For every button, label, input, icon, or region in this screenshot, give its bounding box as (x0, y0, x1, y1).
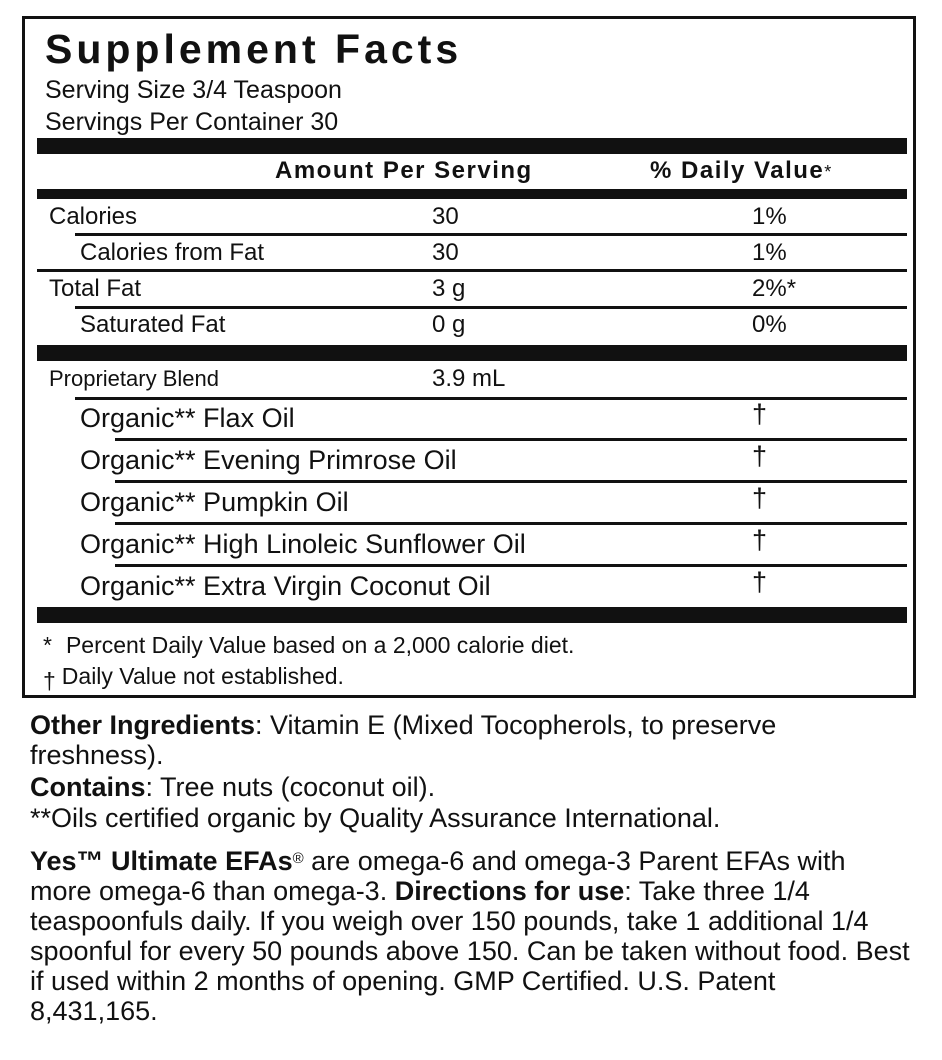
organic-note: **Oils certified organic by Quality Assurance International. (30, 803, 721, 833)
product-name: Yes™ Ultimate EFAs (30, 846, 293, 876)
nutrient-dv: 0% (752, 311, 787, 338)
serving-size: Serving Size 3/4 Teaspoon (45, 76, 342, 104)
contains-label: Contains (30, 772, 146, 802)
header-amount: Amount Per Serving (275, 157, 533, 184)
row-divider (115, 564, 907, 567)
row-divider (75, 397, 907, 400)
footnote-star-text: Percent Daily Value based on a 2,000 calorie diet. (65, 632, 575, 658)
ingredient-dv: † (752, 441, 768, 471)
ingredient-dv: † (752, 399, 768, 429)
ingredient-name: Organic** Pumpkin Oil (80, 487, 349, 517)
nutrient-name: Calories (49, 203, 138, 230)
header-dv-text: % Daily Value (650, 157, 825, 184)
blend-amount: 3.9 mL (432, 365, 506, 392)
nutrient-dv: 1% (752, 203, 787, 230)
label-title: Supplement Facts (45, 26, 463, 72)
row-divider (75, 233, 907, 236)
directions-text: : Take three 1/4 teaspoonfuls daily. If you weigh over 150 pounds, take 1 additional 1/4 spoonful for every 50 pounds above 150. Can be taken without food. Best if used within 2 months of opening. GMP Certified. U.S. Patent 8,431,165. (30, 876, 910, 1026)
supplement-facts-panel (22, 16, 916, 698)
row-divider (37, 269, 907, 272)
medium-divider (37, 189, 907, 199)
row-divider (115, 438, 907, 441)
nutrient-amount: 3 g (432, 275, 466, 302)
ingredient-name: Organic** Evening Primrose Oil (80, 445, 457, 475)
nutrient-amount: 30 (432, 203, 459, 230)
directions-label: Directions for use (394, 876, 625, 906)
footnote-dagger-text: Daily Value not established. (61, 663, 344, 689)
nutrient-name: Calories from Fat (80, 239, 265, 266)
row-divider (75, 306, 907, 309)
other-ingredients-label: Other Ingredients (30, 710, 256, 740)
footnote-dagger-mark: † (43, 668, 56, 694)
contains (30, 772, 910, 802)
row-divider (115, 480, 907, 483)
ingredient-name: Organic** Flax Oil (80, 403, 295, 433)
header-dv-mark: * (824, 162, 833, 182)
ingredient-dv: † (752, 525, 768, 555)
product-description (30, 846, 910, 1026)
ingredient-name: Organic** High Linoleic Sunflower Oil (80, 529, 526, 559)
row-divider (115, 522, 907, 525)
ingredient-dv: † (752, 483, 768, 513)
contains-text: : Tree nuts (coconut oil). (145, 772, 436, 802)
blend-name: Proprietary Blend (49, 366, 219, 391)
ingredient-name: Organic** Extra Virgin Coconut Oil (80, 571, 491, 601)
ingredient-dv: † (752, 567, 768, 597)
nutrient-amount: 0 g (432, 311, 466, 338)
header-daily-value (650, 157, 833, 185)
nutrient-name: Saturated Fat (80, 311, 226, 338)
nutrient-dv: 2%* (752, 275, 797, 302)
nutrient-dv: 1% (752, 239, 787, 266)
registered-mark: ® (292, 850, 304, 867)
footnote-star (43, 631, 574, 659)
nutrient-name: Total Fat (49, 275, 142, 302)
footnote-dagger (43, 662, 344, 694)
nutrient-amount: 30 (432, 239, 459, 266)
thick-divider (37, 607, 907, 623)
footnote-star-mark: * (43, 632, 52, 658)
description-text: are omega-6 and omega-3 Parent EFAs with more omega-6 than omega-3. (30, 846, 846, 906)
other-ingredients (30, 710, 910, 770)
other-ingredients-text: : Vitamin E (Mixed Tocopherols, to preserve freshness). (30, 710, 777, 770)
thick-divider (37, 138, 907, 154)
thick-divider (37, 345, 907, 361)
servings-per-container: Servings Per Container 30 (45, 108, 339, 136)
